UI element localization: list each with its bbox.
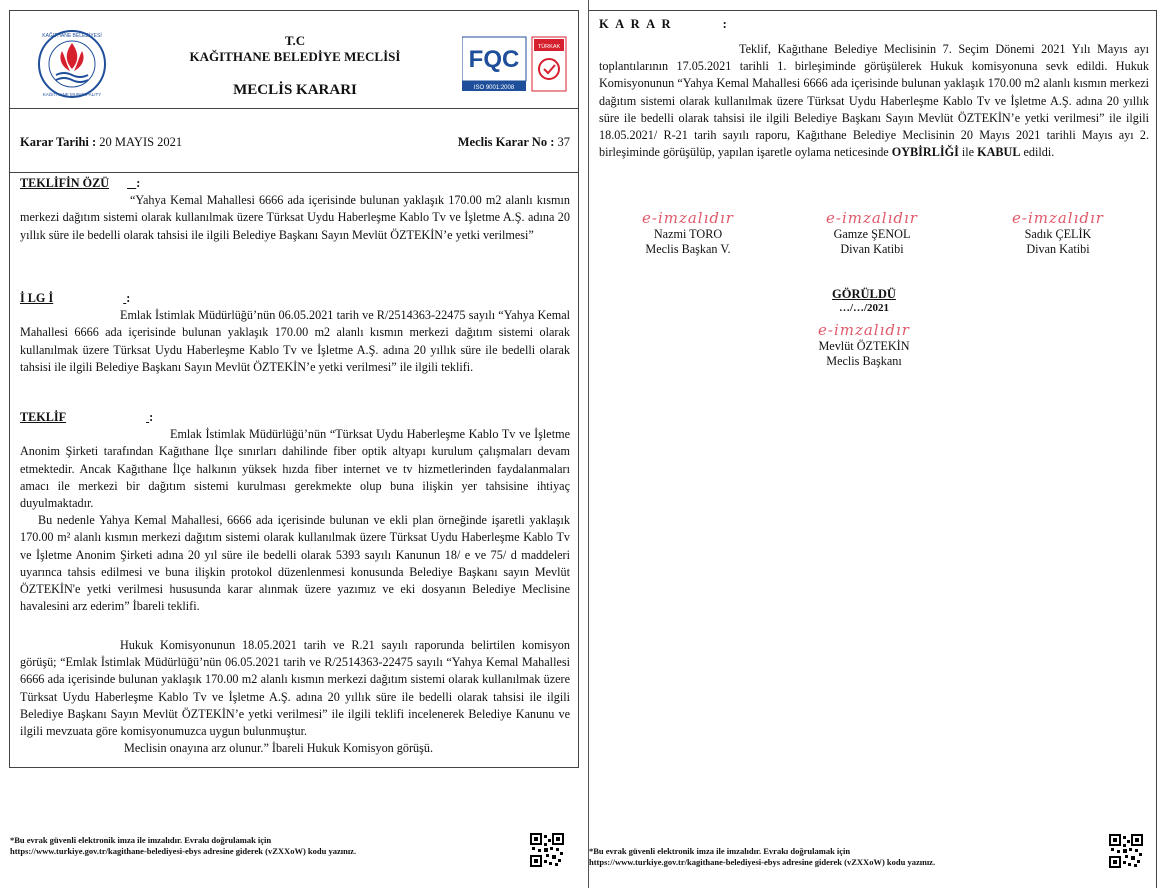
e-signature-mark: e-imzalıdır (642, 209, 734, 227)
signature-nazmi-toro: e-imzalıdır Nazmi TORO Meclis Başkan V. (603, 209, 773, 257)
signature-sadik-celik: e-imzalıdır Sadık ÇELİK Divan Katibi (973, 209, 1143, 257)
ozu-text: “Yahya Kemal Mahallesi 6666 ada içerisinde bulunan yaklaşık 170.00 m2 alanlı kısmın merkezi dağıtım sistemi olarak kullanılmak üzere Türksat Uydu Haberleşme Kablo Tv ve İşletme A.Ş. adına 20 yıllık süre ile bedelli olarak tahsisi ile ilgili Belediye Başkanı Sayın Mevlüt ÖZTEKİN’e yetki verilmesi” (20, 193, 570, 242)
komisyon-paragraph-2: Meclisin onayına arz olunur.” İbareli Hukuk Komisyon görüşü. (124, 741, 434, 756)
qr-code-icon (530, 833, 564, 867)
header-document-type: MECLİS KARARI (233, 82, 357, 98)
decision-number: Meclis Karar No : 37 (457, 135, 570, 149)
header-title-block (130, 33, 460, 99)
teklif-paragraph-1: Emlak İstimlak Müdürlüğü’nün “Türksat Uydu Haberleşme Kablo Tv ve İşletme Anonim Şirketi tarafından Kağıthane İlçe sınırları dahilinde fiber optik altyapı kurulum çalışmaları devam etmektedir. Ancak Kağıthane İlçe halkının yüksek hızda fiber internet ve tv hizmetlerinden faydalanmaları amacı ile merkezi bir dağıtım sistemi kurulması gerekmekte olup buna ilişkin yer tahsisine ihtiyaç duyulmaktadır. (20, 427, 570, 511)
logo-bottom-text: KAĞITHANE MUNICIPALITY (42, 92, 102, 97)
signature-gamze-senol: e-imzalıdır Gamze ŞENOL Divan Katibi (787, 209, 957, 257)
verification-link[interactable]: https://www.turkiye.gov.tr/kagithane-belediyesi-ebys adresine giderek (vZXXoW) kodu yazınız. (589, 857, 936, 867)
right-footer-verification: *Bu evrak güvenli elektronik imza ile imzalıdır. Evrakı doğrulamak için https://www.turkiye.gov.tr/kagithane-belediyesi-ebys adresine giderek (vZXXoW) kodu yazınız. (589, 846, 1069, 868)
signature-mevlut-oztekin: e-imzalıdır Mevlüt ÖZTEKİN Meclis Başkanı (779, 321, 949, 369)
e-signature-mark: e-imzalıdır (818, 321, 910, 339)
karar-heading: K A R A R : (599, 17, 729, 31)
verification-link[interactable]: https://www.turkiye.gov.tr/kagithane-belediyesi-ebys adresine giderek (vZXXoW) kodu yazınız. (10, 846, 357, 856)
decision-frame (9, 10, 579, 768)
teklif-paragraph-2: Bu nedenle Yahya Kemal Mahallesi, 6666 ada içerisinde bulunan ve ekli plan örneğinde işaretli yaklaşık 170.00 m² alanlı kısmın merkezi dağıtım sistemi olarak kullanılmak üzere Türksat Uydu Haberleşme Kablo Tv ve İşletme Anonim Şirketi adına 20 yıl süre ile bedelli olarak 5393 sayılı Kanunun 18/ e ve 75/ d maddeleri uyarınca tahsis edilmesi ve buna ilişkin protokol düzenlenmesi konusunda Belediye Başkanı sayın Mevlüt ÖZTEKİN'e yetki verilmesi hususunda karar alınmak üzere yazımız ve eki dosyanın Belediye Meclisine havalesini arz ederim” İbareli teklifi. (20, 513, 570, 614)
left-footer-verification: *Bu evrak güvenli elektronik imza ile imzalıdır. Evrakı doğrulamak için https://www.turkiye.gov.tr/kagithane-belediyesi-ebys adresine giderek (vZXXoW) kodu yazınız. (10, 835, 490, 857)
komisyon-paragraph-1: Hukuk Komisyonunun 18.05.2021 tarih ve R.21 sayılı raporunda belirtilen komisyon görüşü; “Emlak İstimlak Müdürlüğü’nün 06.05.2021 tarih ve R/2514363-22475 sayılı “Yahya Kemal Mahallesi 6666 ada içerisinde bulunan yaklaşık 170.00 m2 alanlı kısmın merkezi dağıtım sistemi olarak kullanılmak üzere Türksat Uydu Haberleşme Kablo Tv ve İşletme A.Ş. adına 20 yıllık süre ile bedelli olarak tahsisi ile ilgili Belediye Başkanı Sayın Mevlüt ÖZTEKİN’e yetki verilmesi” ile ilgili teklifi incelenerek Belediye Kanunu ve ilgili mevzuata göre komisyonumuzca uygun bulunmuştur. (20, 638, 570, 739)
qr-code-icon (1109, 834, 1143, 868)
logo-top-text: KAĞITHANE BELEDİYESİ (42, 33, 102, 39)
document-header (10, 11, 578, 109)
section-ilgi: İ LG İ : Emlak İstimlak Müdürlüğü’nün 06.05.2021 tarih ve R/2514363-22475 sayılı “Yahya Kemal Mahallesi 6666 ada içerisinde bulunan yaklaşık 170.00 m2 alanlı kısmın merkezi dağıtım sistemi olarak kullanılmak üzere Türksat Uydu Haberleşme Kablo Tv ve İşletme A.Ş. adına 20 yıllık süre ile bedelli olarak tahsisi ile ilgili Belediye Başkanı Sayın Mevlüt ÖZTEKİN’e yetki verilmesi” ile ilgili teklifi. (20, 290, 570, 376)
iso-text: ISO 9001:2008 (473, 85, 515, 91)
right-page (588, 0, 1160, 888)
ilgi-text: Emlak İstimlak Müdürlüğü’nün 06.05.2021 tarih ve R/2514363-22475 sayılı “Yahya Kemal Mahallesi 6666 ada içerisinde bulunan yaklaşık 170.00 m2 alanlı kısmın merkezi dağıtım sistemi olarak kullanılmak üzere Türksat Uydu Haberleşme Kablo Tv ve İşletme A.Ş. adına 20 yıllık süre ile bedelli olarak tahsisi ile ilgili Belediye Başkanı Sayın Mevlüt ÖZTEKİN’e yetki verilmesi” ile ilgili teklifi. (20, 308, 570, 374)
turkak-text: TÜRKAK (537, 44, 561, 50)
certification-logos (462, 35, 568, 93)
decision-date: Karar Tarihi : 20 MAYIS 2021 (20, 135, 183, 149)
karar-text: Teklif, Kağıthane Belediye Meclisinin 7. Seçim Dönemi 2021 Yılı Mayıs ayı toplantılarının 17.05.2021 tarihli 1. birleşiminde görüşülerek Hukuk komisyonuna sevk edildi. Hukuk Komisyonunun “Yahya Kemal Mahallesi 6666 ada içerisinde bulunan yaklaşık 170.00 m2 alanlı kısmın merkezi dağıtım sistemi olarak kullanılmak üzere Türksat Uydu Haberleşme Kablo Tv ve İşletme A.Ş. adına 20 yıllık süre ile bedelli olarak tahsisi ile ilgili Belediye Başkanı Sayın Mevlüt ÖZTEKİN’e yetki verilmesi” ile ilgili 18.05.2021/ R-21 tarih sayılı raporu, Kağıthane Belediye Meclisinin 20 Mayıs 2021 tarihli Mayıs ayı 2. birleşiminde görüşülüp, yapılan işaretle oylama neticesinde OYBİRLİĞİ ile KABUL edildi. (599, 42, 1149, 160)
section-teklif: TEKLİF : Emlak İstimlak Müdürlüğü’nün “Türksat Uydu Haberleşme Kablo Tv ve İşletme Anonim Şirketi tarafından Kağıthane İlçe sınırları dahilinde fiber optik altyapı kurulum çalışmaları devam etmektedir. Ancak Kağıthane İlçe halkının yüksek hızda fiber internet ve tv hizmetlerinden faydalanmaları amacı ile merkezi bir dağıtım sistemi kurulması gerekmekte olup buna ilişkin yer tahsisine ihtiyaç duyulmaktadır. Bu nedenle Yahya Kemal Mahallesi, 6666 ada içerisinde bulunan ve ekli plan örneğinde işaretli yaklaşık 170.00 m² alanlı kısmın merkezi dağıtım sistemi olarak kullanılmak üzere Türksat Uydu Haberleşme Kablo Tv ve İşletme Anonim Şirketi adına 20 yıl süre ile bedelli olarak 5393 sayılı Kanunun 18/ e ve 75/ d maddeleri uyarınca tahsis edilmesi ve buna ilişkin protokol düzenlenmesi konusunda Belediye Başkanı sayın Mevlüt ÖZTEKİN'e yetki verilmesi hususunda karar alınmak üzere yazımız ve eki dosyanın Belediye Meclisine havalesini arz ederim” İbareli teklifi. (20, 409, 570, 615)
goruldu-block (779, 287, 949, 314)
section-komisyon (20, 637, 570, 757)
header-council-name: KAĞITHANE BELEDİYE MECLİSİ (189, 49, 401, 64)
fqc-text: FQC (468, 46, 520, 73)
header-tc: T.C (284, 33, 306, 48)
goruldu-date: …/…/2021 (838, 302, 890, 314)
karar-frame (589, 10, 1157, 888)
goruldu-label: GÖRÜLDÜ (832, 287, 896, 301)
meta-divider (10, 172, 578, 173)
e-signature-mark: e-imzalıdır (1012, 209, 1104, 227)
section-teklifin-ozu: TEKLİFİN ÖZÜ : “Yahya Kemal Mahallesi 6666 ada içerisinde bulunan yaklaşık 170.00 m2 alanlı kısmın merkezi dağıtım sistemi olarak kullanılmak üzere Türksat Uydu Haberleşme Kablo Tv ve İşletme A.Ş. adına 20 yıllık süre ile bedelli olarak tahsisi ile ilgili Belediye Başkanı Sayın Mevlüt ÖZTEKİN’e yetki verilmesi” (20, 175, 570, 244)
municipality-logo (32, 29, 112, 99)
e-signature-mark: e-imzalıdır (826, 209, 918, 227)
